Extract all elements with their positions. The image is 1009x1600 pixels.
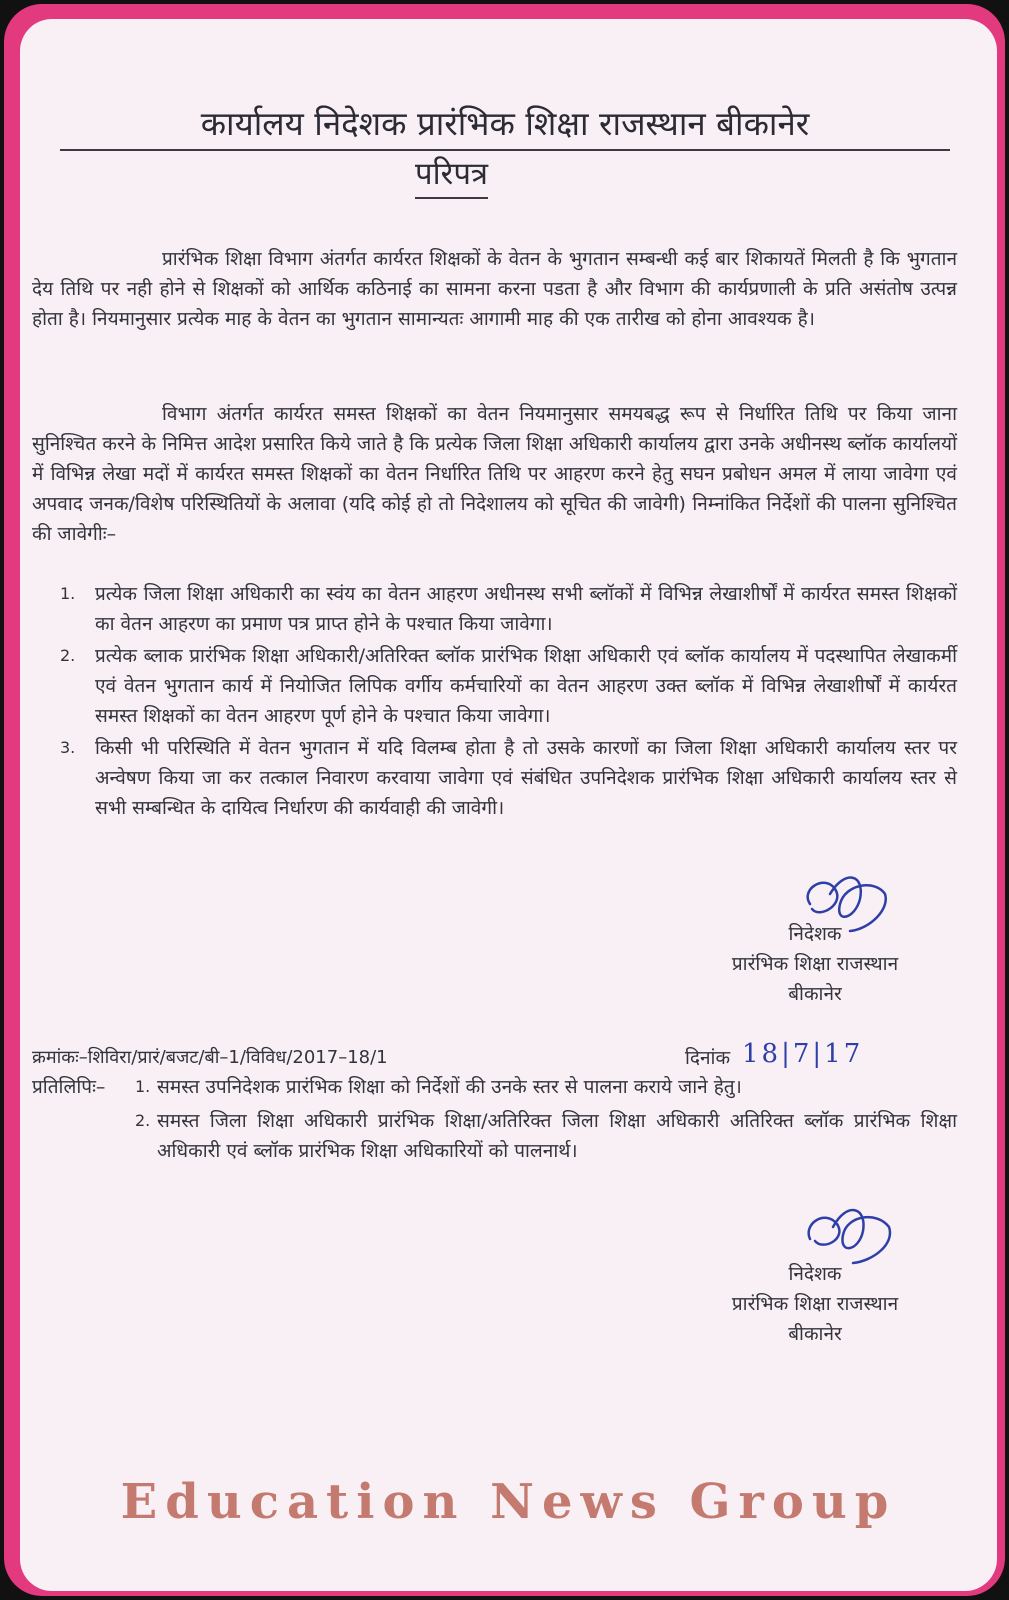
copy-to-number: 1. <box>135 1077 151 1096</box>
directive-item <box>60 641 957 731</box>
directive-number: 1. <box>60 584 76 603</box>
reference-number: क्रमांकः–शिविरा/प्रारं/बजट/बी–1/विविध/2017–18/1 <box>32 1047 388 1068</box>
intro-paragraph: प्रारंभिक शिक्षा विभाग अंतर्गत कार्यरत शिक्षकों के वेतन के भुगतान सम्बन्धी कई बार शिकायतें मिलती है कि भुगतान देय तिथि पर नही होने से शिक्षकों को आर्थिक कठिनाई का सामना करना पडता है और विभाग की कार्यप्रणाली के प्रति असंतोष उत्पन्न होता है। नियमानुसार प्रत्येक माह के वेतन का भुगतान सामान्यतः आगामी माह की एक तारीख को होना आवश्यक है। <box>32 248 957 330</box>
circular-heading: परिपत्र <box>415 151 488 199</box>
date-label: दिनांक <box>685 1047 731 1069</box>
pink-border-frame <box>4 4 1005 1596</box>
directive-number: 2. <box>60 646 76 665</box>
directive-item <box>60 579 957 639</box>
copy-to-text: समस्त उपनिदेशक प्रारंभिक शिक्षा को निर्देशों की उनके स्तर से पालना कराये जाने हेतु। <box>157 1076 742 1098</box>
directive-item <box>60 733 957 823</box>
directive-text: प्रत्येक ब्लाक प्रारंभिक शिक्षा अधिकारी/अतिरिक्त ब्लॉक प्रारंभिक शिक्षा अधिकारी एवं ब्लॉक कार्यालय में पदस्थापित लेखाकर्मी एवं वेतन भुगतान कार्य में नियोजित लिपिक वर्गीय कर्मचारियों का वेतन आहरण उक्त ब्लॉक में विभिन्न लेखाशीर्षों में कार्यरत समस्त शिक्षकों का वेतन आहरण पूर्ण होने के पश्चात किया जावेगा। <box>95 645 957 727</box>
signature-city: बीकानेर <box>788 983 842 1005</box>
signature-designation: निदेशक <box>788 1263 842 1285</box>
copy-to-item <box>135 1106 957 1166</box>
order-paragraph: विभाग अंतर्गत कार्यरत समस्त शिक्षकों का वेतन नियमानुसार समयबद्ध रूप से निर्धारित तिथि पर किया जाना सुनिश्चित करने के निमित्त आदेश प्रसारित किये जाते है कि प्रत्येक जिला शिक्षा अधिकारी कार्यालय द्वारा उनके अधीनस्थ ब्लॉक कार्यालयों में विभिन्न लेखा मदों में कार्यरत समस्त शिक्षकों का वेतन निर्धारित तिथि पर आहरण करने हेतु सघन प्रबोधन अमल में लाया जावेगा एवं अपवाद जनक/विशेष परिस्थितियों के अलावा (यदि कोई हो तो निदेशालय को सूचित की जावेगी) निम्नांकित निर्देशों की पालना सुनिश्चित की जावेगीः– <box>32 403 957 545</box>
signature-city: बीकानेर <box>788 1323 842 1345</box>
signature-department: प्रारंभिक शिक्षा राजस्थान <box>731 1293 899 1315</box>
directive-number: 3. <box>60 738 76 757</box>
copy-to-label: प्रतिलिपिः– <box>32 1076 106 1098</box>
copy-to-number: 2. <box>135 1111 151 1130</box>
handwritten-date: 18|7|17 <box>742 1039 864 1069</box>
signature-block <box>690 919 940 1009</box>
watermark-text: Education News Group <box>120 1474 897 1530</box>
directive-list <box>60 579 957 825</box>
copy-to-list <box>135 1072 957 1170</box>
copy-to-item <box>135 1072 837 1102</box>
circular-document <box>20 19 997 1591</box>
signature-scribble-icon <box>795 1189 905 1269</box>
signature-department: प्रारंभिक शिक्षा राजस्थान <box>731 953 899 975</box>
copy-to-text: समस्त जिला शिक्षा अधिकारी प्रारंभिक शिक्षा/अतिरिक्त जिला शिक्षा अधिकारी अतिरिक्त ब्लॉक प्रारंभिक शिक्षा अधिकारी एवं ब्लॉक प्रारंभिक शिक्षा अधिकारियों को पालनार्थ। <box>157 1110 957 1162</box>
directive-text: प्रत्येक जिला शिक्षा अधिकारी का स्वंय का वेतन आहरण अधीनस्थ सभी ब्लॉकों में विभिन्न लेखाशीर्षों में कार्यरत समस्त शिक्षकों का वेतन आहरण का प्रमाण पत्र प्राप्त होने के पश्चात किया जावेगा। <box>95 583 957 635</box>
office-title: कार्यालय निदेशक प्रारंभिक शिक्षा राजस्थान बीकानेर <box>60 99 950 151</box>
directive-text: किसी भी परिस्थिति में वेतन भुगतान में यदि विलम्ब होता है तो उसके कारणों का जिला शिक्षा अधिकारी कार्यालय स्तर पर अन्वेषण किया जा कर तत्काल निवारण करवाया जावेगा एवं संबंधित उपनिदेशक प्रारंभिक शिक्षा अधिकारी कार्यालय स्तर से सभी सम्बन्धित के दायित्व निर्धारण की कार्यवाही की जावेगी। <box>95 737 957 819</box>
signature-block <box>690 1259 940 1349</box>
signature-designation: निदेशक <box>788 923 842 945</box>
